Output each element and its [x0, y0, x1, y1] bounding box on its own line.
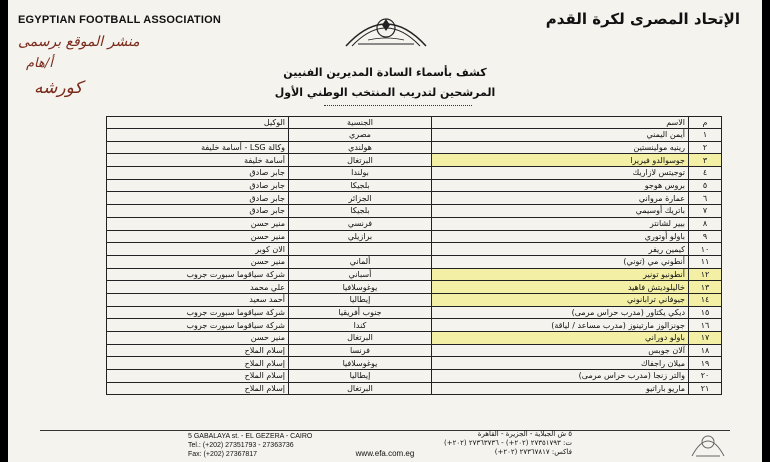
row-name: ميلان راجفاك [432, 357, 689, 370]
row-number: ١٦ [689, 319, 722, 332]
header-nationality: الجنسية [289, 117, 432, 129]
row-nationality: فرنسي [289, 217, 432, 230]
footer-address-ar: ٥ ش الجبلاية - الجزيرة - القاهرة [477, 430, 572, 438]
row-number: ٢١ [689, 382, 722, 395]
row-name: أيمن اليمني [432, 129, 689, 142]
row-number: ١٤ [689, 293, 722, 306]
footer-tel-ar: ت: ٢٧٣٥١٧٩٣ (٢٠٢+) - ٢٧٣٦٣٧٣٦ (٢٠٢+) [443, 439, 572, 447]
table-row [107, 205, 722, 218]
row-number: ٣ [689, 154, 722, 167]
row-nationality: إيطاليا [289, 293, 432, 306]
row-agent: أحمد سعيد [107, 293, 289, 306]
row-nationality: فرنسا [289, 344, 432, 357]
table-row [107, 344, 722, 357]
row-agent: إسلام الملاح [107, 344, 289, 357]
footer-website: www.efa.com.eg [355, 449, 415, 458]
row-nationality: مصري [289, 129, 432, 142]
row-nationality: هولندي [289, 141, 432, 154]
row-name: باتريك أوسيمي [432, 205, 689, 218]
org-name-english: EGYPTIAN FOOTBALL ASSOCIATION [18, 14, 221, 26]
row-number: ٥ [689, 179, 722, 192]
document-title: كشف بأسماء السادة المديرين الفنيين [283, 66, 487, 79]
row-nationality: كندا [289, 319, 432, 332]
table-row [107, 192, 722, 205]
table-row [107, 179, 722, 192]
row-nationality [289, 243, 432, 256]
row-nationality: جنوب أفريقيا [289, 306, 432, 319]
table-row [107, 243, 722, 256]
table-row [107, 281, 722, 294]
row-agent: إسلام الملاح [107, 370, 289, 383]
table-header-row [107, 117, 722, 129]
table-row [107, 306, 722, 319]
row-agent: منير حسن [107, 217, 289, 230]
footer-fax-en: Fax: (+202) 27367817 [188, 451, 258, 458]
row-name: ديكي يكتاور (مدرب حراس مرمى) [432, 306, 689, 319]
table-row [107, 268, 722, 281]
row-number: ٨ [689, 217, 722, 230]
table-row [107, 141, 722, 154]
table-row [107, 154, 722, 167]
table-row [107, 293, 722, 306]
row-agent: علي محمد [107, 281, 289, 294]
row-name: أنطونيو تونير [432, 268, 689, 281]
row-number: ١٧ [689, 332, 722, 345]
row-name: بروس هوجو [432, 179, 689, 192]
row-number: ٢٠ [689, 370, 722, 383]
handwritten-note-3: كورشه [34, 78, 83, 98]
row-agent: الان كوبر [107, 243, 289, 256]
table-row [107, 370, 722, 383]
row-nationality: أسباني [289, 268, 432, 281]
row-name: كيمين ريفر [432, 243, 689, 256]
row-nationality: برازيلي [289, 230, 432, 243]
row-name: عمارة مرواني [432, 192, 689, 205]
table-row [107, 332, 722, 345]
row-number: ١٠ [689, 243, 722, 256]
row-agent: جابر صادق [107, 192, 289, 205]
row-number: ١٥ [689, 306, 722, 319]
row-agent: جابر صادق [107, 205, 289, 218]
table-row [107, 230, 722, 243]
document-page [8, 0, 762, 462]
header-name: الاسم [432, 117, 689, 129]
table-row [107, 255, 722, 268]
table-row [107, 382, 722, 395]
row-agent [107, 129, 289, 142]
row-number: ٧ [689, 205, 722, 218]
row-nationality: ألماني [289, 255, 432, 268]
row-number: ٦ [689, 192, 722, 205]
table-row [107, 167, 722, 180]
efa-footer-logo [688, 424, 728, 460]
row-agent: شركة سياقوما سبورت جروب [107, 268, 289, 281]
row-name: باولو دوراني [432, 332, 689, 345]
row-agent: جابر صادق [107, 167, 289, 180]
org-name-arabic: الإتحاد المصرى لكرة القدم [545, 10, 740, 28]
row-agent: منير حسن [107, 230, 289, 243]
row-agent: وكالة LSG - أسامة خليفة [107, 141, 289, 154]
row-agent: شركة سياقوما سبورت جروب [107, 319, 289, 332]
row-number: ٢ [689, 141, 722, 154]
row-name: باولو أوتوري [432, 230, 689, 243]
row-agent: إسلام الملاح [107, 357, 289, 370]
row-nationality: بولندا [289, 167, 432, 180]
row-number: ١٣ [689, 281, 722, 294]
row-name: جيوفاني ترابانوني [432, 293, 689, 306]
row-number: ١١ [689, 255, 722, 268]
row-name: آلان جوبس [432, 344, 689, 357]
row-nationality: الجزائر [289, 192, 432, 205]
table-row [107, 129, 722, 142]
row-number: ١ [689, 129, 722, 142]
efa-logo [338, 6, 434, 50]
row-nationality: إيطاليا [289, 370, 432, 383]
row-name: أنطوني مي (توني) [432, 255, 689, 268]
row-nationality: البرتغال [289, 154, 432, 167]
row-agent: منير حسن [107, 332, 289, 345]
row-nationality: يوغوسلافيا [289, 357, 432, 370]
row-name: ماريو باراتيو [432, 382, 689, 395]
candidates-table [106, 116, 722, 395]
title-underline [324, 105, 472, 106]
row-number: ١٨ [689, 344, 722, 357]
row-name: جوسوالدو فيريرا [432, 154, 689, 167]
footer-address-en: 5 GABALAYA st. - EL GEZERA - CAIRO [188, 433, 313, 440]
row-agent: شركة سياقوما سبورت جروب [107, 306, 289, 319]
row-nationality: البرتغال [289, 332, 432, 345]
footer-tel-en: Tel.: (+202) 27351793 - 27363736 [188, 442, 294, 449]
row-number: ١٢ [689, 268, 722, 281]
row-agent: إسلام الملاح [107, 382, 289, 395]
footer-divider [40, 430, 730, 431]
table-row [107, 319, 722, 332]
row-nationality: بلجيكا [289, 205, 432, 218]
row-nationality: يوغوسلافيا [289, 281, 432, 294]
row-agent: جابر صادق [107, 179, 289, 192]
row-number: ٤ [689, 167, 722, 180]
row-agent: منير حسن [107, 255, 289, 268]
row-number: ٩ [689, 230, 722, 243]
row-name: جونزالوز مارتينوز (مدرب مساعد / لياقة) [432, 319, 689, 332]
row-nationality: بلجيكا [289, 179, 432, 192]
table-row [107, 357, 722, 370]
header-number: م [689, 117, 722, 129]
header-agent: الوكيل [107, 117, 289, 129]
row-name: رينيه مولينستين [432, 141, 689, 154]
document-subtitle: المرشحين لتدريب المنتخب الوطني الأول [274, 86, 496, 99]
row-name: توجيتس لازاريك [432, 167, 689, 180]
handwritten-note-1: منشر الموقع برسمى [18, 34, 140, 50]
handwritten-note-2: أ/هام [26, 56, 53, 71]
row-nationality: البرتغال [289, 382, 432, 395]
row-agent: أسامة خليفة [107, 154, 289, 167]
footer-fax-ar: فاكس: ٢٧٣٦٧٨١٧ (٢٠٢+) [494, 448, 572, 456]
row-name: خاليلوديتش فاهيد [432, 281, 689, 294]
row-name: بيير لشانتر [432, 217, 689, 230]
row-name: والتر زنجا (مدرب حراس مرمى) [432, 370, 689, 383]
table-row [107, 217, 722, 230]
row-number: ١٩ [689, 357, 722, 370]
